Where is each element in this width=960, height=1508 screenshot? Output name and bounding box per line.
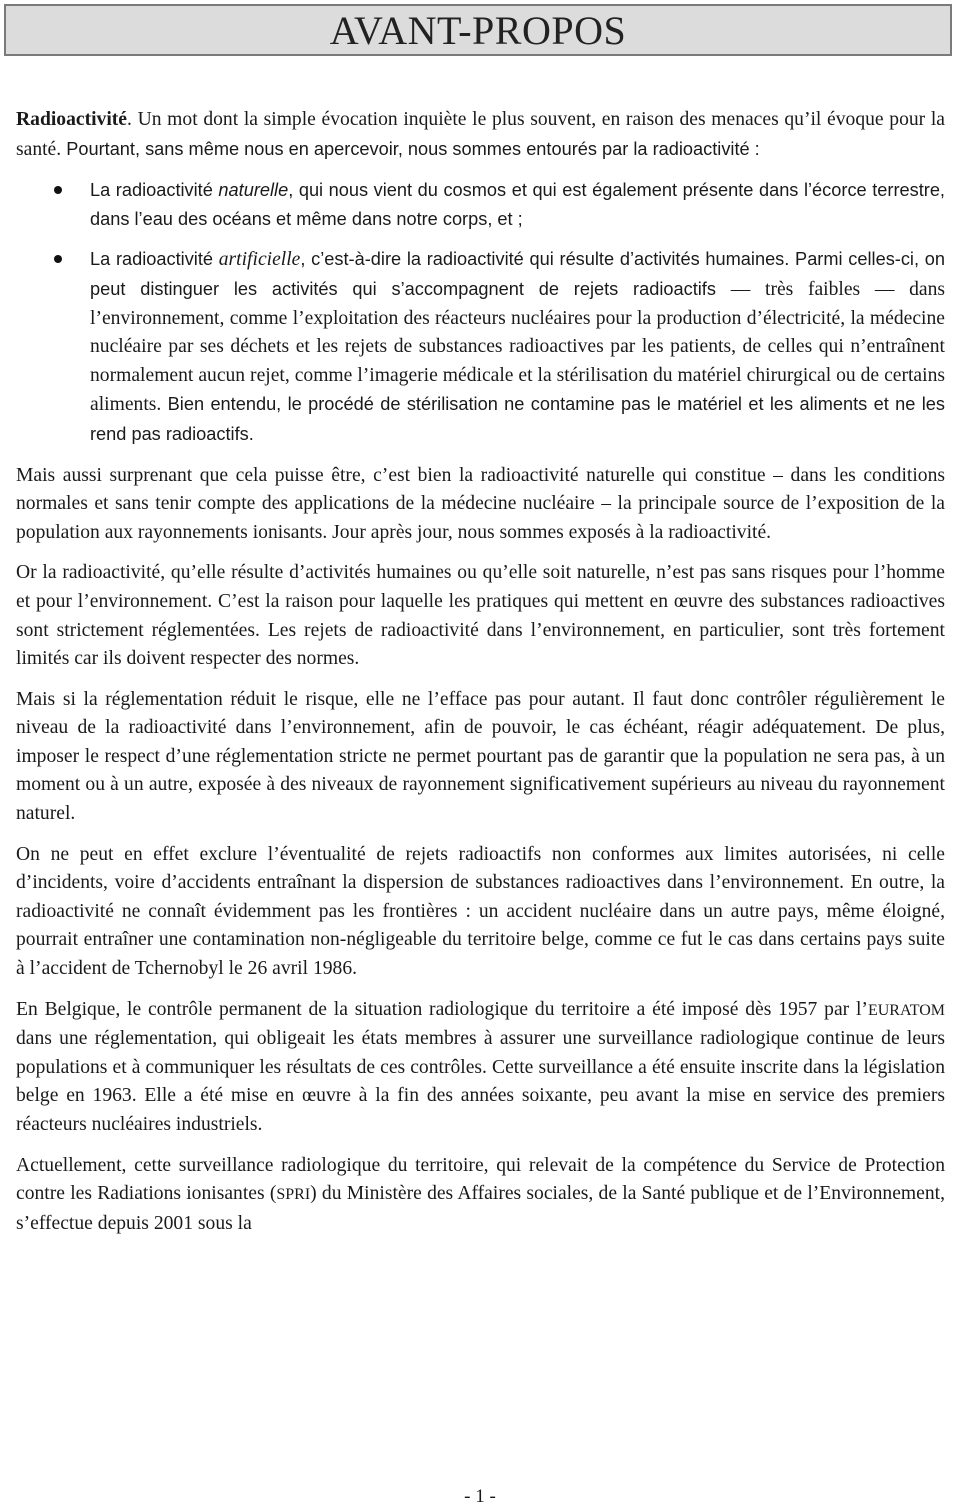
page-title: AVANT-PROPOS bbox=[329, 7, 627, 53]
radioactivity-types-list bbox=[16, 176, 945, 449]
bullet-icon bbox=[54, 255, 62, 263]
page-number: - 1 - bbox=[464, 1486, 496, 1507]
bullet-icon bbox=[54, 186, 62, 194]
paragraph-belgium-history: En Belgique, le contrôle permanent de la situation radiologique du territoire a été imposé dès 1957 par l’EURATOM dans une réglementation, qui obligeait les états membres à assurer une surveillance radiologique continue de leurs populations et à communiquer les résultats de ces contrôles. Cette surveillance a été ensuite inscrite dans la législation belge en 1963. Elle a été mise en œuvre à la fin des années soixante, peu avant la mise en service des premiers réacteurs nucléaires industriels. bbox=[16, 998, 945, 1135]
list-item: La radioactivité artificielle, c’est-à-dire la radioactivité qui résulte d’activités humaines. Parmi celles-ci, on peut distinguer les activités qui s’accompagnent de rejets radioactifs — très faibles — dans l’environnement, comme l’exploitation des réacteurs nucléaires pour la production d’électricité, la médecine nucléaire par ses déchets et les rejets de substances radioactives par les patients, de celles qui n’entraînent normalement aucun rejet, comme l’imagerie médicale et la stérilisation du matériel chirurgical ou de certains aliments. Bien entendu, le procédé de stérilisation ne contamine pas le matériel et les aliments et ne les rend pas radioactifs. bbox=[16, 245, 945, 449]
paragraph-natural-source: Mais aussi surprenant que cela puisse être, c’est bien la radioactivité naturelle qui constitue – dans les conditions normales et sans tenir compte des applications de la médecine nucléaire – la principale source de l’exposition de la population aux rayonnements ionisants. Jour après jour, nous sommes exposés à la radioactivité. bbox=[16, 464, 945, 543]
paragraph-regulation: Mais si la réglementation réduit le risque, elle ne l’efface pas pour autant. Il faut donc contrôler régulièrement le niveau de la radioactivité dans l’environnement, afin de pouvoir, le cas échéant, réagir adéquatement. De plus, imposer le respect d’une réglementation stricte ne permet pourtant pas de garantir que la population ne sera pas, à un moment ou à un autre, exposée à des niveaux de rayonnement significativement supérieurs au niveau du rayonnement naturel. bbox=[16, 688, 945, 825]
list-item: La radioactivité naturelle, qui nous vient du cosmos et qui est également présente dans l’écorce terrestre, dans l’eau des océans et même dans notre corps, et ; bbox=[16, 176, 945, 233]
intro-paragraph: Radioactivité. Un mot dont la simple évocation inquiète le plus souvent, en raison des menaces qu’il évoque pour la santé. Pourtant, sans même nous en apercevoir, nous sommes entourés par la radioactivité : bbox=[16, 109, 945, 160]
keyword-radioactivite: Radioactivité bbox=[16, 109, 128, 130]
document-body bbox=[16, 106, 945, 1250]
title-banner bbox=[4, 4, 952, 56]
paragraph-accidents: On ne peut en effet exclure l’éventualité de rejets radioactifs non conformes aux limites autorisées, ni celle d’incidents, voire d’accidents entraînant la dispersion de substances radioactives dans l’environnement. En outre, la radioactivité ne connaît évidemment pas les frontières : un accident nucléaire dans un autre pays, même éloigné, pourrait entraîner une contamination non-négligeable du territoire belge, comme ce fut le cas dans certains pays suite à l’accident de Tchernobyl le 26 avril 1986. bbox=[16, 843, 945, 980]
paragraph-risks: Or la radioactivité, qu’elle résulte d’activités humaines ou qu’elle soit naturelle, n’est pas sans risques pour l’homme et pour l’environnement. C’est la raison pour laquelle les pratiques qui mettent en œuvre des substances radioactives sont strictement réglementées. Les rejets de radioactivité dans l’environnement, en particulier, sont très fortement limités car ils doivent respecter des normes. bbox=[16, 562, 945, 670]
paragraph-current-surveillance: Actuellement, cette surveillance radiologique du territoire, qui relevait de la compétence du Service de Protection contre les Radiations ionisantes (SPRI) du Ministère des Affaires sociales, de la Santé publique et de l’Environnement, s’effectue depuis 2001 sous la bbox=[16, 1154, 945, 1234]
